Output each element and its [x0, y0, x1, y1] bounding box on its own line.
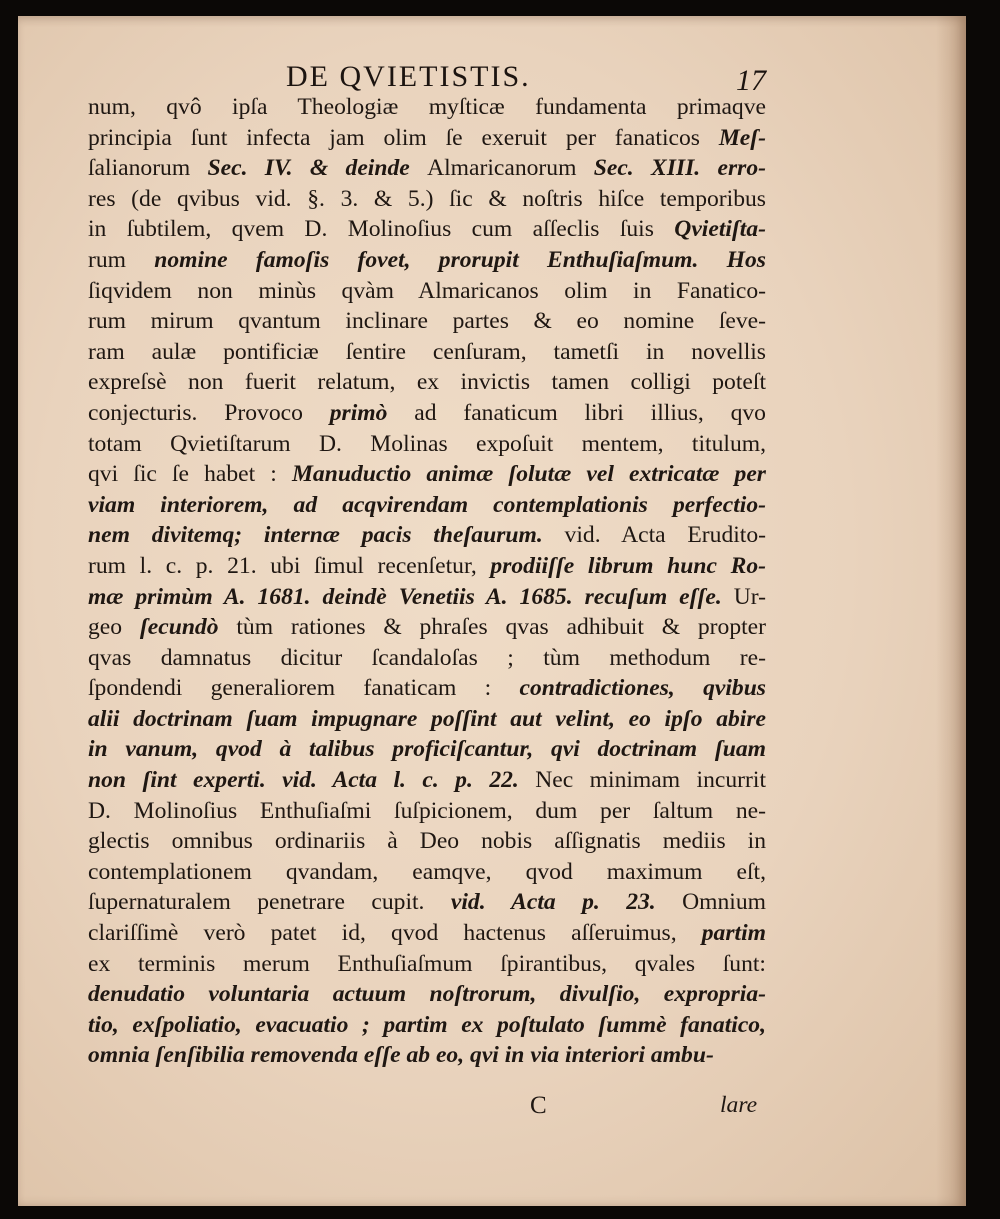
italic-text-segment: omnia ſenſibilia removenda eſſe ab eo, qvi in via interiori ambu- — [88, 1042, 714, 1069]
text-line — [88, 276, 766, 307]
text-line — [88, 214, 766, 245]
text-segment: num, qvô ipſa Theologiæ myſticæ fundamenta primaqve — [88, 94, 766, 120]
text-line — [88, 673, 766, 704]
italic-text-segment: nem divitemq; internæ pacis theſaurum. — [88, 522, 543, 549]
italic-text-segment: partim — [701, 920, 766, 947]
text-line — [88, 367, 766, 398]
text-segment: rum mirum qvantum inclinare partes & eo nomine ſeve- — [88, 308, 766, 335]
text-line — [88, 1040, 766, 1071]
text-line — [88, 857, 766, 888]
text-line — [88, 337, 766, 368]
text-line — [88, 734, 766, 765]
italic-text-segment: in vanum, qvod à talibus proficiſcantur, qvi doctrinam ſuam — [88, 736, 766, 763]
text-segment: ſupernaturalem penetrare cupit. — [88, 889, 451, 916]
text-segment: expreſsè non fuerit relatum, ex invictis tamen colligi poteſt — [88, 369, 766, 396]
italic-text-segment: tio, exſpoliatio, evacuatio ; partim ex poſtulato ſummè fanatico, — [88, 1011, 766, 1038]
text-segment: principia ſunt infecta jam olim ſe exeruit per fanaticos — [88, 124, 719, 151]
text-segment: res (de qvibus vid. §. 3. & 5.) ſic & noſtris hiſce temporibus — [88, 185, 766, 212]
text-segment: ram aulæ pontificiæ ſentire cenſuram, tametſi in novellis — [88, 338, 766, 365]
text-line — [88, 153, 766, 184]
italic-text-segment: prodiiſſe librum hunc Ro- — [490, 552, 766, 579]
text-segment: rum — [88, 246, 127, 273]
italic-text-segment: Meſ- — [718, 124, 766, 151]
text-line — [88, 643, 766, 674]
text-segment: ex terminis merum Enthuſiaſmum ſpirantibus, qvales ſunt: — [88, 950, 766, 977]
text-segment: vid. Acta Erudito- — [542, 522, 766, 549]
text-line — [88, 887, 766, 918]
signature-mark: C — [530, 1092, 547, 1119]
body-text — [88, 92, 766, 1071]
text-segment: ſpondendi generaliorem fanaticam : — [88, 675, 520, 702]
text-line — [88, 459, 766, 490]
text-segment: qvi ſic ſe habet : — [88, 461, 292, 488]
text-line — [88, 949, 766, 980]
text-line — [88, 306, 766, 337]
italic-text-segment: nomine famoſis fovet, prorupit Enthuſiaſmum. Hos — [126, 246, 766, 273]
text-line — [88, 1010, 766, 1041]
text-line — [88, 979, 766, 1010]
text-segment: ad fanaticum libri illius, qvo — [387, 399, 766, 426]
italic-text-segment: vid. Acta p. 23. — [450, 889, 656, 916]
text-line — [88, 704, 766, 735]
text-segment: totam Qvietiſtarum D. Molinas expoſuit mentem, titulum, — [88, 430, 766, 457]
text-line — [88, 918, 766, 949]
paper-page — [18, 16, 966, 1206]
italic-text-segment: Qvietiſta- — [674, 216, 766, 243]
text-segment: in ſubtilem, qvem D. Molinoſius cum aſſeclis ſuis — [88, 216, 675, 243]
text-line — [88, 429, 766, 460]
text-segment: clariſſimè verò patet id, qvod hactenus aſſeruimus, — [88, 920, 702, 947]
text-line — [88, 398, 766, 429]
italic-text-segment: alii doctrinam ſuam impugnare poſſint aut velint, eo ipſo abire — [88, 705, 766, 732]
page-number: 17 — [736, 64, 766, 97]
text-segment: conjecturis. Provoco — [88, 399, 330, 426]
italic-text-segment: ſecundò — [139, 614, 219, 641]
text-segment: tùm rationes & phraſes qvas adhibuit & propter — [218, 614, 766, 641]
italic-text-segment: Sec. XIII. erro- — [576, 155, 766, 182]
catchword: lare — [720, 1092, 758, 1118]
text-line — [88, 92, 766, 123]
text-segment: contemplationem qvandam, eamqve, qvod maximum eſt, — [88, 858, 766, 885]
text-segment: Almaricanorum — [427, 155, 577, 182]
italic-text-segment: non ſint experti. vid. Acta l. c. p. 22. — [88, 767, 519, 794]
italic-text-segment: mæ primùm A. 1681. deindè Venetiis A. 1685. recuſum eſſe. — [88, 583, 722, 610]
text-segment: D. Molinoſius Enthuſiaſmi ſuſpicionem, dum per ſaltum ne- — [88, 797, 766, 824]
text-line — [88, 765, 766, 796]
italic-text-segment: Manuductio animæ ſolutæ vel extricatæ per — [291, 461, 766, 488]
text-segment: geo — [88, 614, 140, 641]
text-segment: Omnium — [655, 889, 766, 916]
text-line — [88, 490, 766, 521]
running-title: DE QVIETISTIS. — [286, 60, 531, 93]
text-segment: glectis omnibus ordinariis à Deo nobis aſſignatis mediis in — [88, 828, 766, 855]
text-segment: Nec minimam incurrit — [518, 767, 766, 794]
text-segment: ſiqvidem non minùs qvàm Almaricanos olim in Fanatico- — [88, 277, 766, 304]
text-line — [88, 245, 766, 276]
page-footer — [18, 1092, 966, 1126]
text-line — [88, 612, 766, 643]
text-line — [88, 826, 766, 857]
text-segment: qvas damnatus dicitur ſcandaloſas ; tùm methodum re- — [88, 644, 766, 671]
text-line — [88, 551, 766, 582]
italic-text-segment: contradictiones, qvibus — [519, 675, 766, 702]
text-line — [88, 184, 766, 215]
text-line — [88, 796, 766, 827]
italic-text-segment: denudatio voluntaria actuum noſtrorum, divulſio, expropria- — [88, 981, 766, 1008]
text-line — [88, 520, 766, 551]
italic-text-segment: primò — [329, 399, 388, 426]
text-line — [88, 123, 766, 154]
text-line — [88, 582, 766, 613]
italic-text-segment: Sec. IV. & deinde — [190, 155, 428, 182]
italic-text-segment: viam interiorem, ad acqvirendam contemplationis perfectio- — [88, 491, 766, 518]
text-segment: rum l. c. p. 21. ubi ſimul recenſetur, — [88, 552, 491, 579]
page-gutter-shadow — [936, 16, 966, 1206]
text-segment: ſalianorum — [88, 155, 191, 182]
text-segment: Ur- — [721, 583, 766, 610]
